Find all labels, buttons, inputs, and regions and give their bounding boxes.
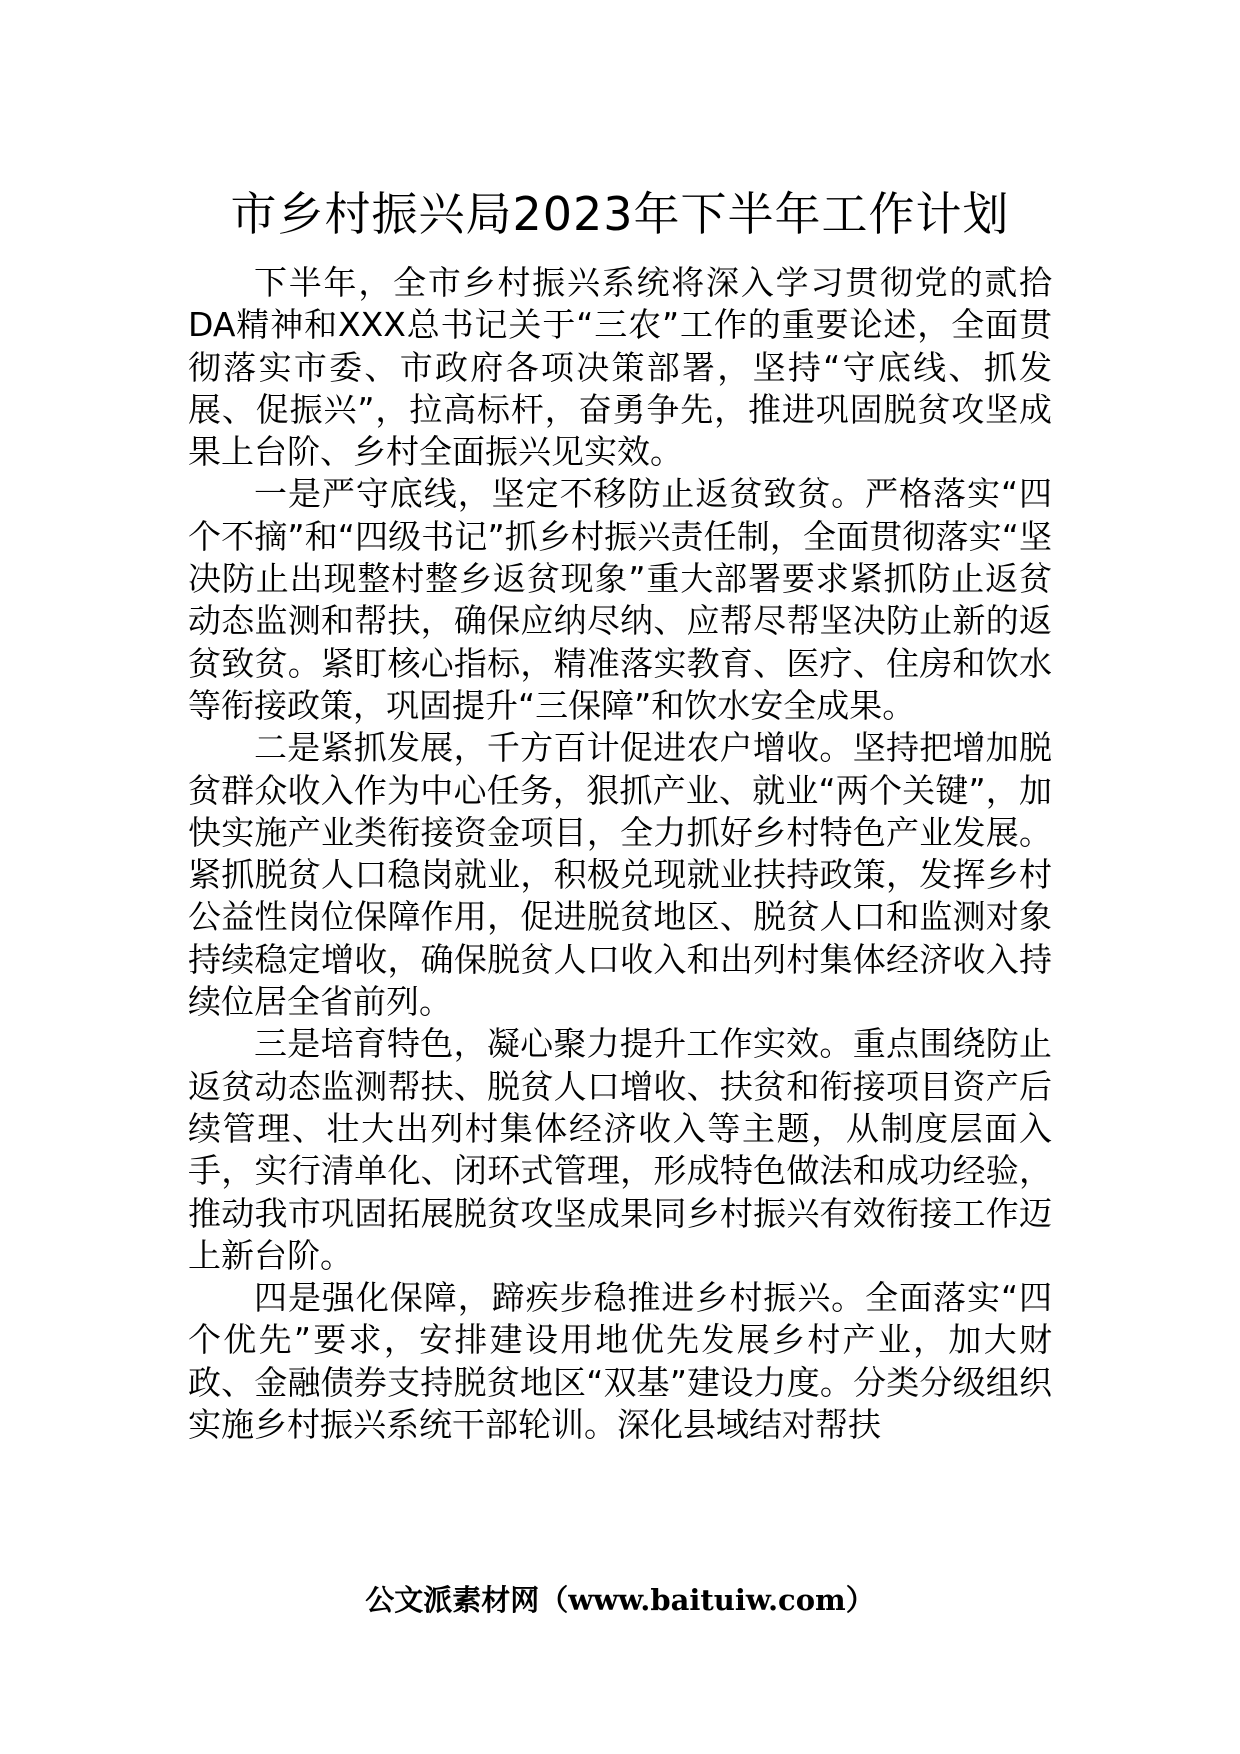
footer-source: 公文派素材网（www.baituiw.com） xyxy=(365,1583,875,1617)
document-title: 市乡村振兴局2023年下半年工作计划 xyxy=(230,187,1010,241)
paragraph-two: 二是紧抓发展，千方百计促进农户增收。坚持把增加脱贫群众收入作为中心任务，狠抓产业、就业“两个关键”，加快实施产业类衔接资金项目，全力抓好乡村特色产业发展。紧抓脱贫人口稳岗就业，积极兑现就业扶持政策，发挥乡村公益性岗位保障作用，促进脱贫地区、脱贫人口和监测对象持续稳定增收，确保脱贫人口收入和出列村集体经济收入持续位居全省前列。 xyxy=(188,728,1052,1022)
paragraph-three: 三是培育特色，凝心聚力提升工作实效。重点围绕防止返贫动态监测帮扶、脱贫人口增收、扶贫和衔接项目资产后续管理、壮大出列村集体经济收入等主题，从制度层面入手，实行清单化、闭环式管理，形成特色做法和成功经验，推动我市巩固拓展脱贫攻坚成果同乡村振兴有效衔接工作迈上新台阶。 xyxy=(188,1024,1052,1275)
paragraph-intro: 下半年，全市乡村振兴系统将深入学习贯彻党的贰拾DA精神和XXX总书记关于“三农”工作的重要论述，全面贯彻落实市委、市政府各项决策部署，坚持“守底线、抓发展、促振兴”，拉高标杆，奋勇争先，推进巩固脱贫攻坚成果上台阶、乡村全面振兴见实效。 xyxy=(188,263,1052,472)
paragraph-one: 一是严守底线，坚定不移防止返贫致贫。严格落实“四个不摘”和“四级书记”抓乡村振兴责任制，全面贯彻落实“坚决防止出现整村整乡返贫现象”重大部署要求紧抓防止返贫动态监测和帮扶，确保应纳尽纳、应帮尽帮坚决防止新的返贫致贫。紧盯核心指标，精准落实教育、医疗、住房和饮水等衔接政策，巩固提升“三保障”和饮水安全成果。 xyxy=(188,474,1052,725)
document-body xyxy=(188,262,1052,1446)
paragraph-four: 四是强化保障，蹄疾步稳推进乡村振兴。全面落实“四个优先”要求，安排建设用地优先发展乡村产业，加大财政、金融债券支持脱贫地区“双基”建设力度。分类分级组织实施乡村振兴系统干部轮训。深化县域结对帮扶 xyxy=(188,1278,1052,1445)
